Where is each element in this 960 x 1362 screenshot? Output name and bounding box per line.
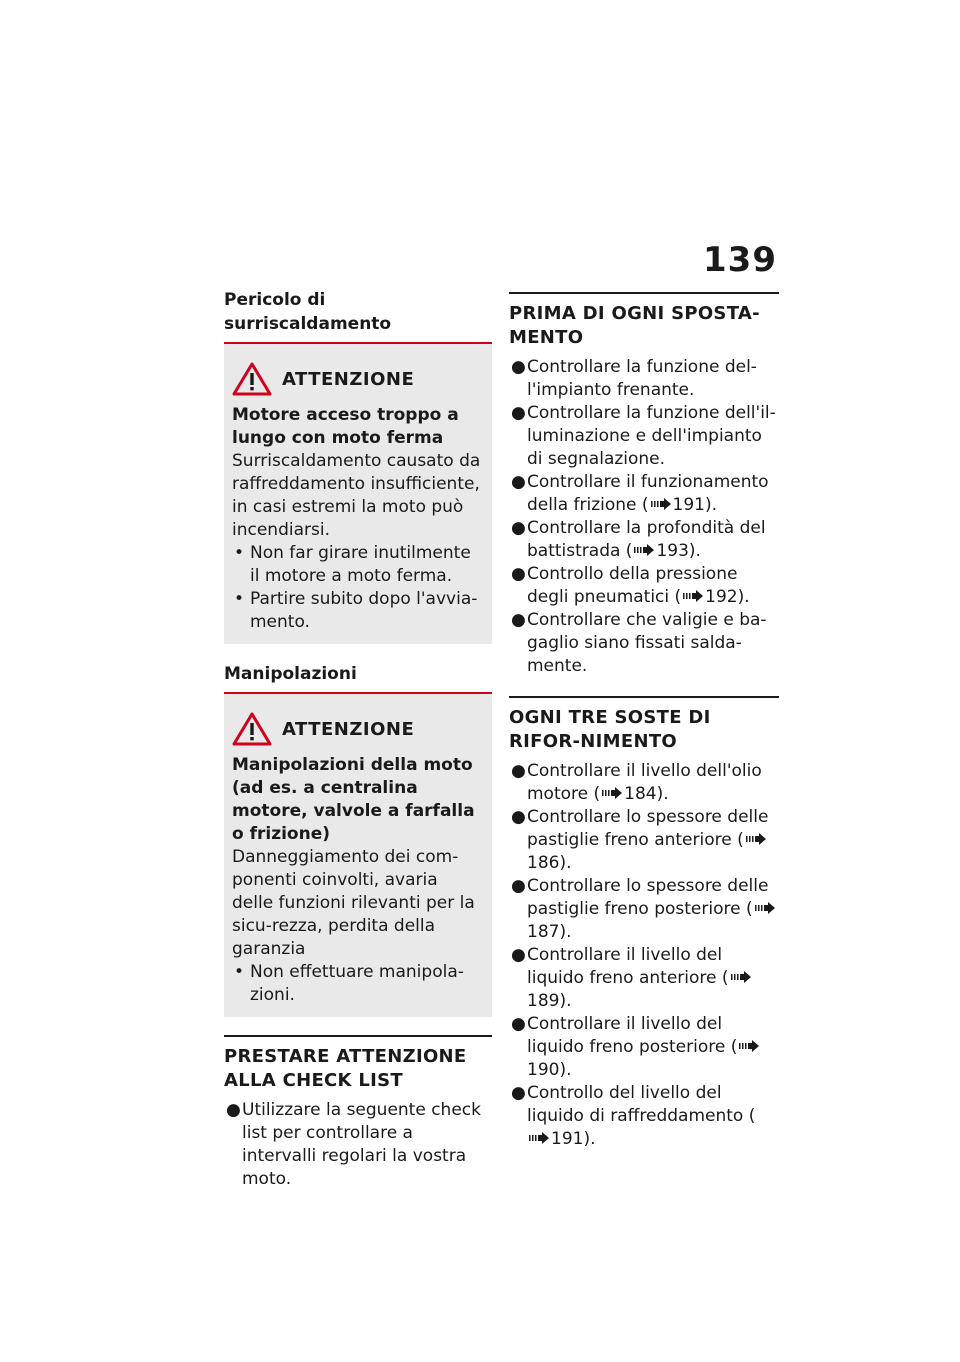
warning-title-row — [232, 712, 484, 746]
list-item: • Non effettuare manipola-zioni. — [234, 962, 464, 1005]
warning-text: Danneggiamento dei com-ponenti coinvolti, avaria delle funzioni rilevanti per la sicu-rezza, perdita della garanzia — [232, 847, 475, 959]
page-reference[interactable]: 191). — [672, 495, 718, 515]
warning-list — [232, 542, 484, 634]
manipulation-heading: Manipolazioni — [224, 664, 357, 684]
page-reference-arrow-icon[interactable] — [739, 1040, 759, 1052]
right-column — [509, 292, 779, 1151]
page-reference[interactable]: 193). — [656, 541, 701, 561]
warning-title: ATTENZIONE — [282, 718, 415, 740]
page-reference[interactable]: 190). — [527, 1060, 572, 1080]
list-item: ● Controllare lo spessore delle pastiglie freno posteriore (187). — [509, 875, 779, 944]
section-rule — [509, 292, 779, 294]
page-reference-arrow-icon[interactable] — [755, 902, 775, 914]
checklist-title: PRESTARE ATTENZIONE ALLA CHECK LIST — [224, 1046, 467, 1091]
left-column — [224, 288, 492, 1191]
page-reference-arrow-icon[interactable] — [731, 971, 751, 983]
section-rule — [224, 1035, 492, 1037]
list-item: ● Controllare lo spessore delle pastiglie freno anteriore (186). — [511, 807, 769, 873]
warning-title-row — [232, 362, 484, 396]
warning-box-manipulation — [224, 694, 492, 1017]
refuel-title: OGNI TRE SOSTE DI RIFOR-NIMENTO — [509, 707, 711, 752]
page-reference-arrow-icon[interactable] — [529, 1132, 549, 1144]
warning-box-overheat — [224, 344, 492, 644]
list-item: ● Controllare la funzione dell'il-luminazione e dell'impianto di segnalazione. — [511, 403, 776, 469]
page-reference-arrow-icon[interactable] — [651, 498, 671, 510]
before-trip-list — [509, 356, 779, 678]
warning-heading: Manipolazioni della moto (ad es. a centralina motore, valvole a farfalla o frizione) — [232, 755, 475, 844]
section-rule — [509, 696, 779, 698]
page-reference-arrow-icon[interactable] — [683, 590, 703, 602]
list-item: • Partire subito dopo l'avvia-mento. — [234, 589, 478, 632]
overheat-heading: Pericolo di surriscaldamento — [224, 290, 392, 334]
page-reference-arrow-icon[interactable] — [602, 787, 622, 799]
warning-text: Surriscaldamento causato da raffreddamento insufficiente, in casi estremi la moto può incendiarsi. — [232, 451, 481, 540]
page-reference[interactable]: 189). — [527, 991, 572, 1011]
page-reference[interactable]: 187). — [527, 922, 572, 942]
list-item: ● Controllare il livello dell'olio motore ( 184). — [511, 761, 762, 804]
page-reference[interactable]: 192). — [705, 587, 750, 607]
list-item: ● Controllo della pressione degli pneumatici ( 192). — [511, 564, 750, 607]
checklist-list — [224, 1099, 492, 1191]
page-reference-arrow-icon[interactable] — [634, 544, 654, 556]
warning-title: ATTENZIONE — [282, 368, 415, 390]
list-item: ● Controllare che valigie e ba-gaglio siano fissati salda-mente. — [511, 610, 767, 676]
list-item: ● Controllare il livello del liquido freno anteriore (189). — [509, 944, 779, 1013]
warning-list — [232, 961, 484, 1007]
list-item: ● Controllare il livello del liquido freno posteriore (190). — [509, 1013, 779, 1082]
refuel-list — [509, 760, 779, 1151]
list-item: ● Controllo del livello del liquido di raffreddamento (191). — [511, 1083, 756, 1149]
list-item: ● Controllare il funzionamento della frizione ( 191). — [511, 472, 769, 515]
list-item: • Non far girare inutilmente il motore a moto ferma. — [234, 543, 471, 586]
list-item: ● Utilizzare la seguente check list per controllare a intervalli regolari la vostra moto. — [226, 1100, 481, 1189]
page-reference-arrow-icon[interactable] — [746, 833, 766, 845]
warning-heading: Motore acceso troppo a lungo con moto ferma — [232, 405, 459, 448]
page-reference[interactable]: 186). — [527, 853, 572, 873]
list-item: ● Controllare la profondità del battistrada ( 193). — [511, 518, 766, 561]
page-reference[interactable]: 191). — [551, 1129, 596, 1149]
list-item: ● Controllare la funzione del-l'impianto frenante. — [511, 357, 757, 400]
warning-triangle-icon — [232, 362, 272, 396]
page-reference[interactable]: 184). — [624, 784, 669, 804]
warning-triangle-icon — [232, 712, 272, 746]
before-trip-title: PRIMA DI OGNI SPOSTA-MENTO — [509, 303, 760, 348]
page-number: 139 — [703, 240, 777, 280]
